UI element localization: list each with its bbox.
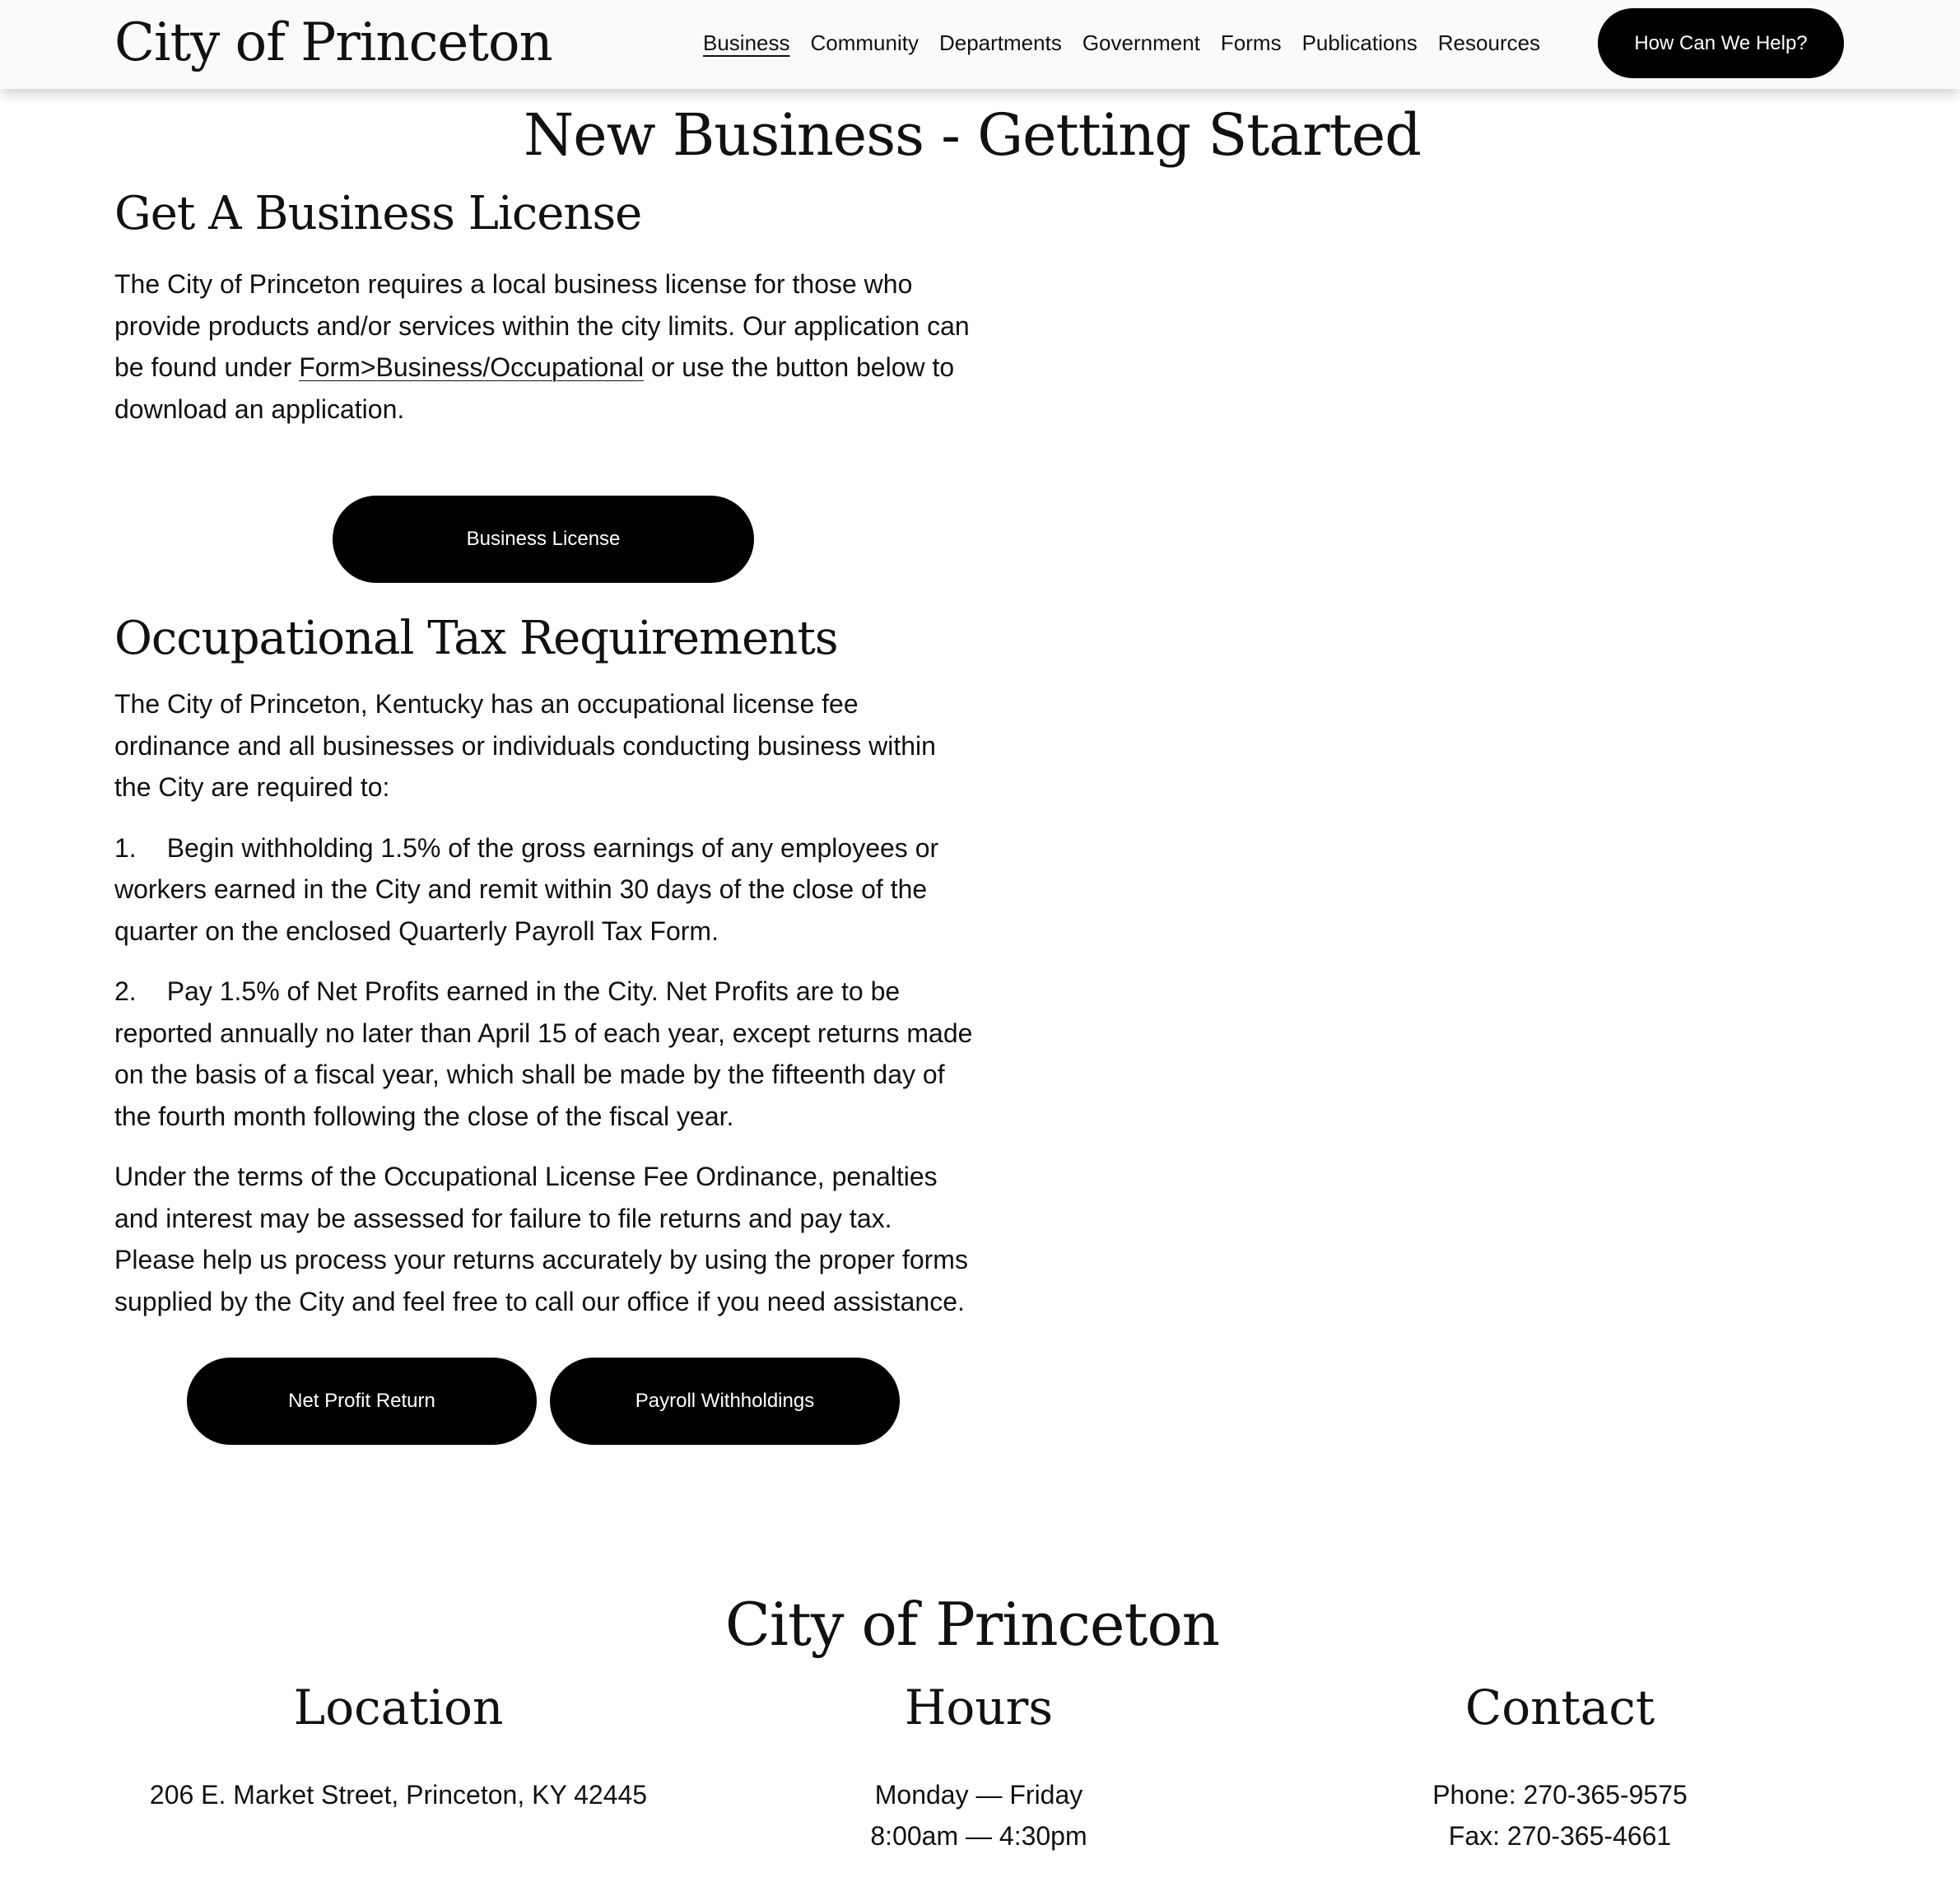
footer-contact-lines bbox=[1272, 1774, 1848, 1856]
business-license-heading: Get A Business License bbox=[114, 187, 642, 240]
requirement-item-1 bbox=[114, 827, 979, 953]
footer-contact bbox=[1272, 1671, 1848, 1856]
main-content bbox=[114, 181, 979, 430]
business-license-button[interactable]: Business License bbox=[333, 496, 754, 583]
requirement-number-2: 2. bbox=[114, 976, 137, 1006]
footer-hours-lines bbox=[691, 1774, 1267, 1856]
footer-location-lines bbox=[110, 1774, 687, 1815]
footer-contact-heading: Contact bbox=[1464, 1679, 1655, 1735]
requirement-number-1: 1. bbox=[114, 832, 137, 863]
footer-location-heading: Location bbox=[293, 1679, 504, 1735]
occupational-tax-heading: Occupational Tax Requirements bbox=[114, 612, 838, 665]
license-text-after-link: or use the button below to download an application. bbox=[114, 352, 955, 424]
payroll-withholdings-button[interactable]: Payroll Withholdings bbox=[550, 1358, 900, 1445]
footer-phone[interactable]: Phone: 270-365-9575 bbox=[1432, 1780, 1688, 1810]
nav-community[interactable]: Community bbox=[810, 30, 919, 55]
footer-title: City of Princeton bbox=[724, 1590, 1220, 1659]
net-profit-return-button[interactable]: Net Profit Return bbox=[187, 1358, 537, 1445]
business-license-paragraph bbox=[114, 263, 979, 430]
nav-publications[interactable]: Publications bbox=[1301, 30, 1418, 55]
footer-hours-time: 8:00am — 4:30pm bbox=[870, 1821, 1087, 1851]
penalties-paragraph: Under the terms of the Occupational License Fee Ordinance, penalties and interest may be assessed for failure to file returns and pay tax. Please help us process your returns accurately by using the proper forms supplied by the City and feel free to call our office if you need assistance. bbox=[114, 1162, 968, 1316]
site-title[interactable]: City of Princeton bbox=[114, 12, 552, 73]
page-title: New Business - Getting Started bbox=[524, 101, 1421, 169]
footer-fax: Fax: 270-365-4661 bbox=[1448, 1821, 1672, 1851]
footer-hours-heading: Hours bbox=[904, 1679, 1054, 1735]
requirement-text-1: Begin withholding 1.5% of the gross earnings of any employees or workers earned in the City and remit within 30 days of the close of the quarter on the enclosed Quarterly Payroll Tax Form. bbox=[114, 832, 939, 946]
requirement-text-2: Pay 1.5% of Net Profits earned in the City. Net Profits are to be reported annually no later than April 15 of each year, except returns made on the basis of a fiscal year, which shall be made by the fifteenth day of the fourth month following the close of the fiscal year. bbox=[114, 976, 973, 1131]
occupational-tax-section bbox=[114, 606, 979, 1322]
footer-location bbox=[110, 1671, 687, 1815]
footer-hours bbox=[691, 1671, 1267, 1856]
nav-departments[interactable]: Departments bbox=[938, 30, 1062, 55]
nav-forms[interactable]: Forms bbox=[1220, 30, 1282, 55]
license-text-before-link: The City of Princeton requires a local business license for those who provide products and/or services within the city limits. Our application can be found under bbox=[114, 269, 970, 382]
footer-hours-days: Monday — Friday bbox=[874, 1780, 1083, 1810]
nav-government[interactable]: Government bbox=[1082, 30, 1200, 55]
occupational-tax-intro: The City of Princeton, Kentucky has an occupational license fee ordinance and all businesses or individuals conducting business within the City are required to: bbox=[114, 689, 936, 802]
forms-business-occupational-link[interactable]: Form>Business/Occupational bbox=[299, 352, 645, 382]
site-header bbox=[0, 0, 1960, 89]
nav-resources[interactable]: Resources bbox=[1437, 30, 1541, 55]
nav-business[interactable]: Business bbox=[703, 30, 790, 55]
requirement-item-2 bbox=[114, 971, 979, 1137]
how-can-we-help-button[interactable]: How Can We Help? bbox=[1598, 8, 1844, 78]
footer-address: 206 E. Market Street, Princeton, KY 42445 bbox=[149, 1780, 648, 1810]
main-nav bbox=[703, 25, 1540, 61]
